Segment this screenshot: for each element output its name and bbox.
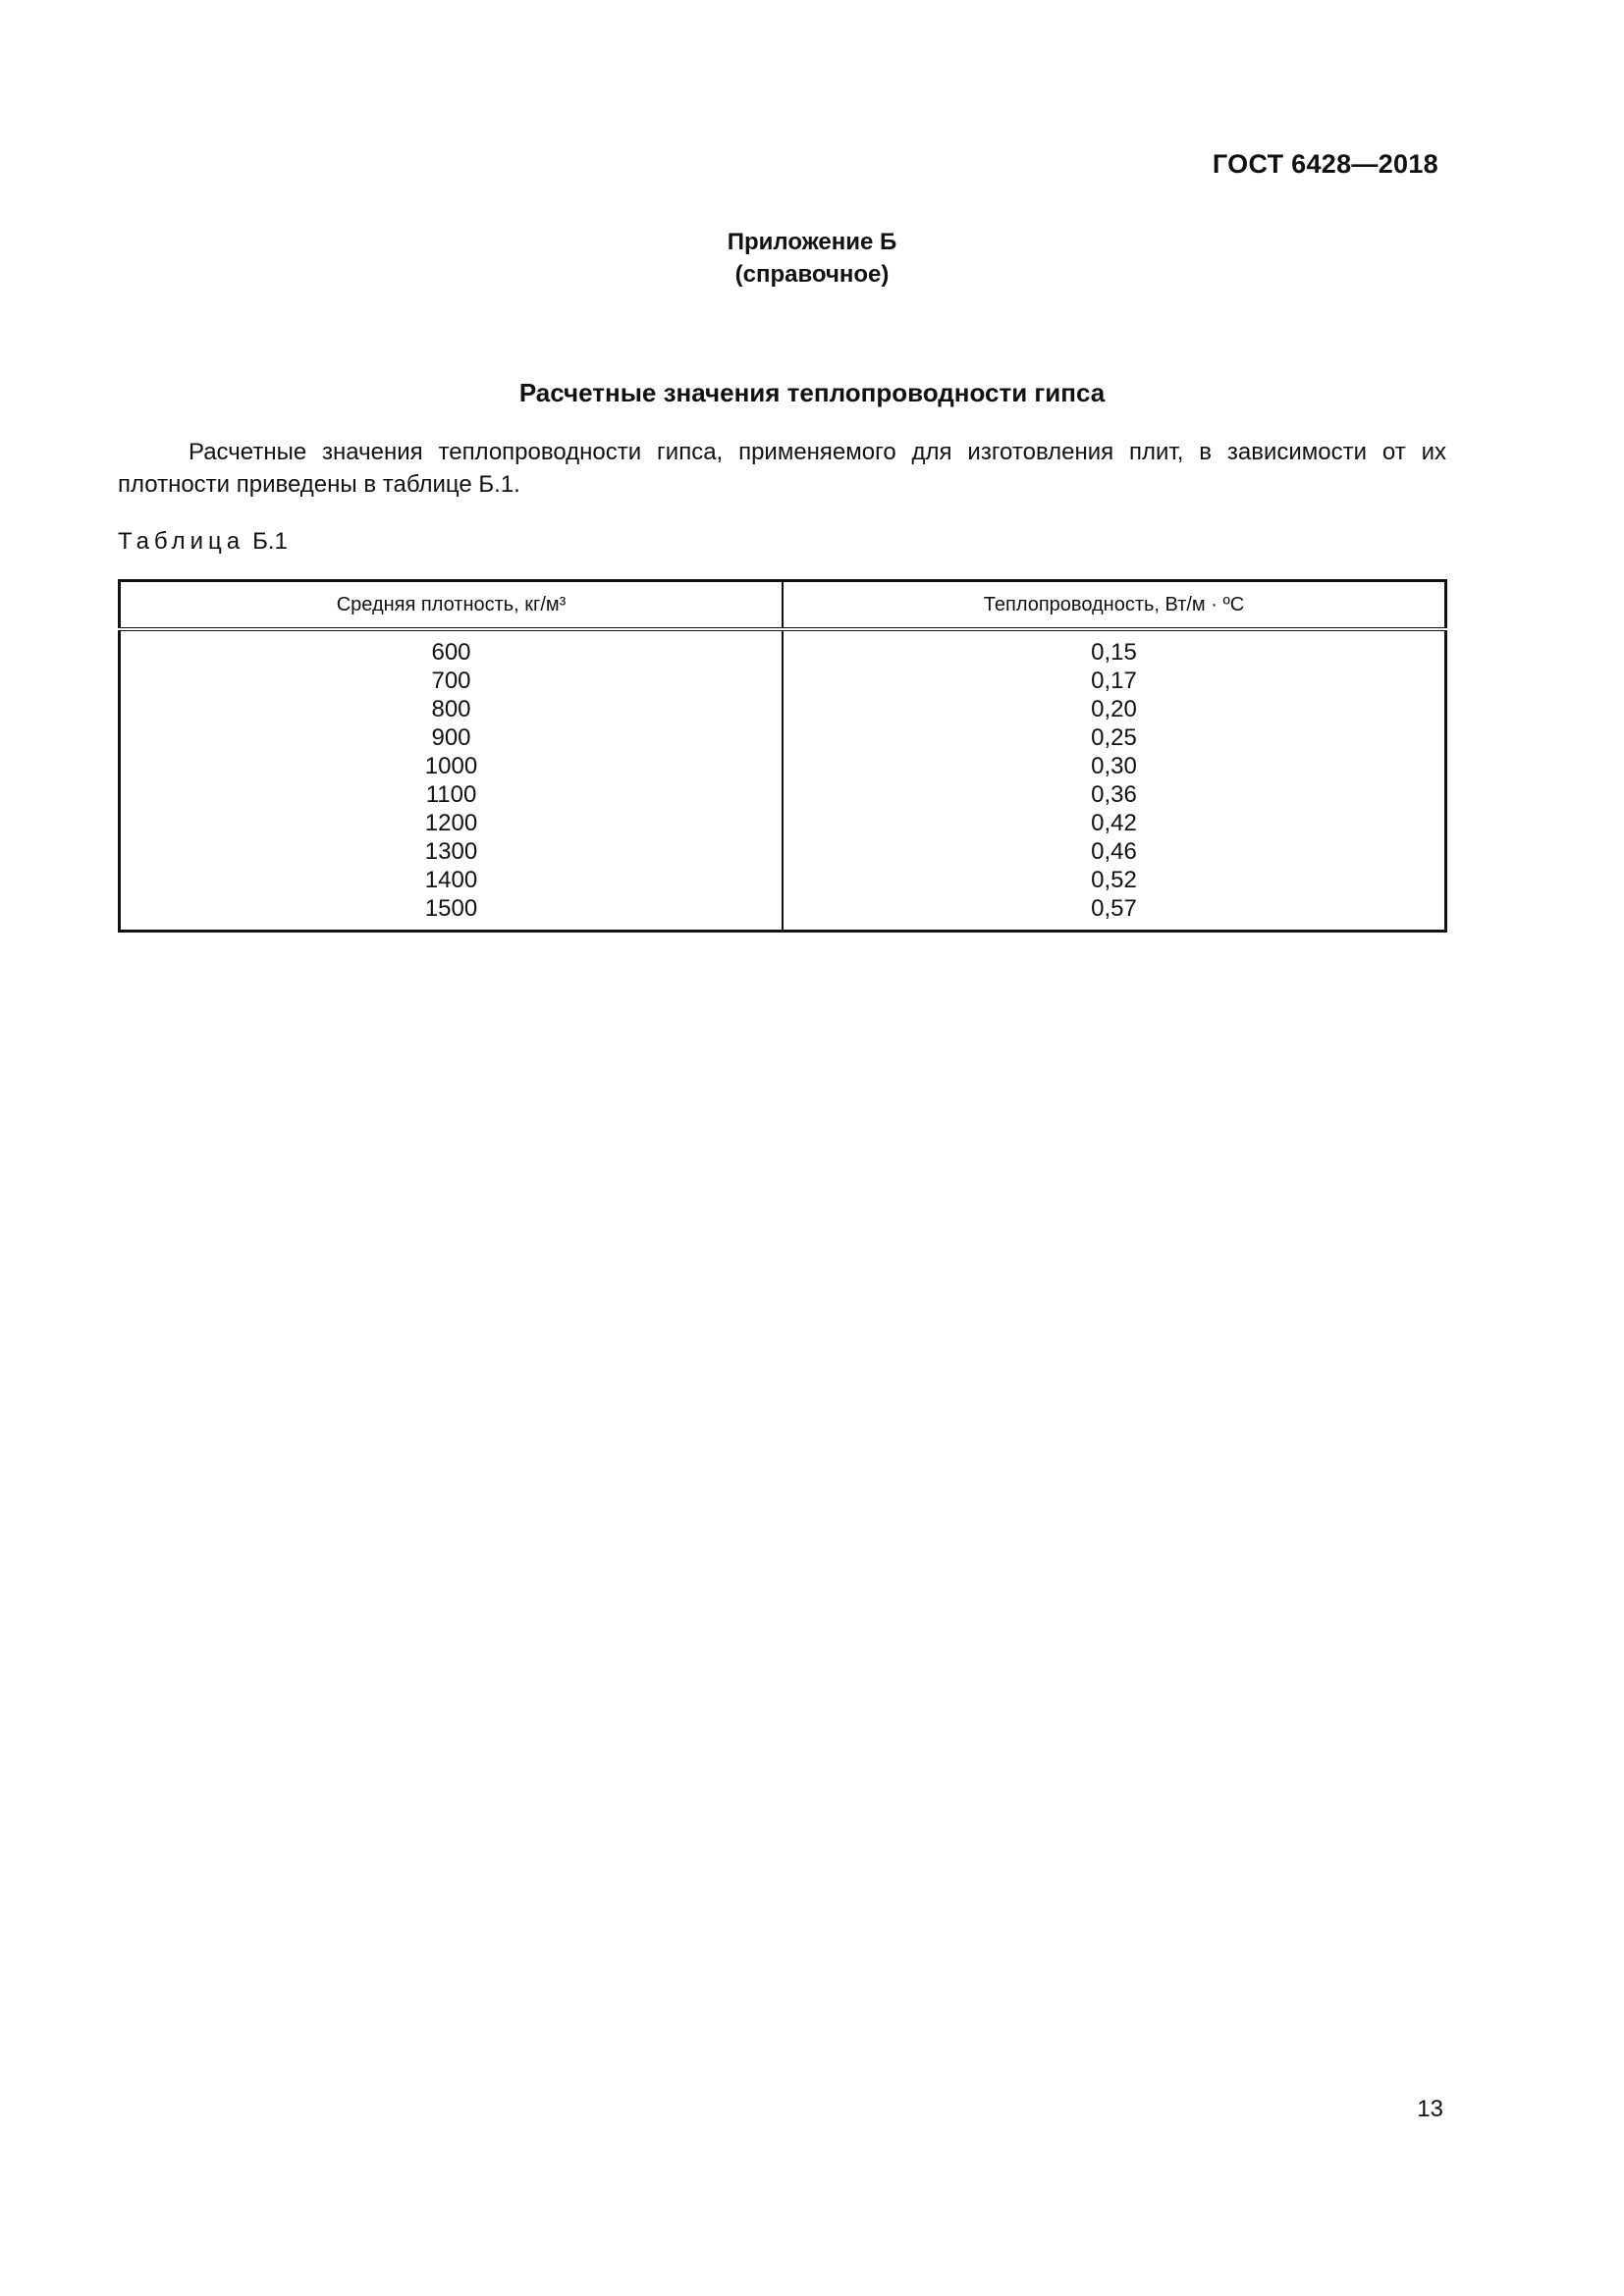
table-row: [120, 837, 1446, 866]
conductivity-cell: 0,46: [783, 837, 1446, 866]
header-conductivity: Теплопроводность, Вт/м · ºС: [783, 581, 1446, 630]
density-cell: 1500: [120, 894, 784, 932]
conductivity-cell: 0,15: [783, 629, 1446, 667]
conductivity-cell: 0,36: [783, 780, 1446, 809]
density-cell: 700: [120, 667, 784, 695]
density-cell: 1300: [120, 837, 784, 866]
conductivity-cell: 0,52: [783, 866, 1446, 894]
table-row: [120, 695, 1446, 723]
table-row: [120, 629, 1446, 667]
table-row: [120, 723, 1446, 752]
table-header-row: [120, 581, 1446, 630]
table-row: [120, 667, 1446, 695]
table-caption-number: Б.1: [252, 528, 288, 555]
density-cell: 900: [120, 723, 784, 752]
density-cell: 1200: [120, 809, 784, 837]
density-cell: 600: [120, 629, 784, 667]
appendix-heading: [0, 226, 1624, 291]
appendix-title: Приложение Б: [727, 229, 897, 255]
appendix-subtitle: (справочное): [734, 261, 890, 288]
table-caption: [118, 528, 288, 556]
table-caption-label: Таблица: [118, 528, 245, 555]
conductivity-cell: 0,30: [783, 752, 1446, 780]
conductivity-cell: 0,20: [783, 695, 1446, 723]
conductivity-cell: 0,42: [783, 809, 1446, 837]
density-cell: 800: [120, 695, 784, 723]
conductivity-cell: 0,25: [783, 723, 1446, 752]
table-row: [120, 780, 1446, 809]
table-row: [120, 752, 1446, 780]
section-title: Расчетные значения теплопроводности гипса: [518, 378, 1106, 407]
density-cell: 1400: [120, 866, 784, 894]
document-code: ГОСТ 6428—2018: [1212, 149, 1438, 179]
conductivity-cell: 0,17: [783, 667, 1446, 695]
page-number: 13: [1417, 2096, 1443, 2122]
table-row: [120, 894, 1446, 932]
density-cell: 1100: [120, 780, 784, 809]
body-paragraph: Расчетные значения теплопроводности гипса, применяемого для изготовления плит, в зависимости от их плотности приведены в таблице Б.1.: [118, 439, 1446, 498]
table-row: [120, 809, 1446, 837]
header-density: Средняя плотность, кг/м³: [120, 581, 784, 630]
thermal-conductivity-table: [118, 579, 1447, 933]
density-cell: 1000: [120, 752, 784, 780]
conductivity-cell: 0,57: [783, 894, 1446, 932]
table-row: [120, 866, 1446, 894]
